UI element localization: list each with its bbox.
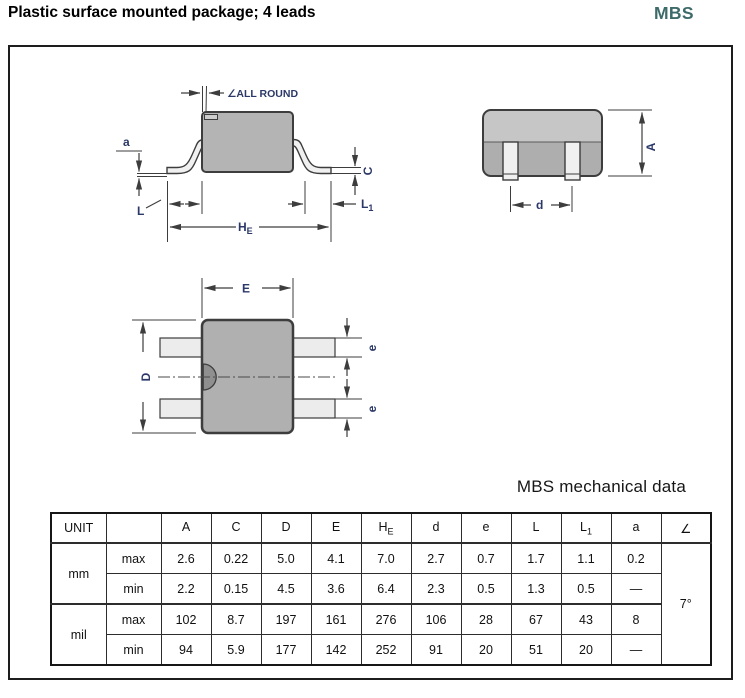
all-round-label: ∠ALL ROUND <box>227 88 299 100</box>
col-header-A: A <box>161 513 211 543</box>
page-title: Plastic surface mounted package; 4 leads <box>8 4 316 21</box>
top-lead-left-1 <box>160 338 203 357</box>
dim-cell: 0.5 <box>561 574 611 605</box>
unit-cell-mil: mil <box>51 604 106 665</box>
unit-header: UNIT <box>51 513 106 543</box>
dim-cell: 161 <box>311 604 361 635</box>
col-header-angle: ∠ <box>661 513 711 543</box>
dim-cell: 2.6 <box>161 543 211 574</box>
dim-cell: 20 <box>561 635 611 666</box>
col-header-C: C <box>211 513 261 543</box>
row-mm-max <box>51 543 711 574</box>
dim-cell: 4.1 <box>311 543 361 574</box>
dim-cell: 6.4 <box>361 574 411 605</box>
blank-header <box>106 513 161 543</box>
mechanical-data-table <box>50 512 712 666</box>
col-header-d: d <box>411 513 461 543</box>
col-header-HE: $H_E$ <box>361 513 411 543</box>
top-lead-left-2 <box>160 399 203 418</box>
dim-label-L: L <box>137 204 145 218</box>
dim-cell: 43 <box>561 604 611 635</box>
dim-cell: 2.7 <box>411 543 461 574</box>
package-end-view <box>483 110 652 212</box>
header-row <box>51 513 711 543</box>
dim-cell: 102 <box>161 604 211 635</box>
dim-cell: 20 <box>461 635 511 666</box>
limit-cell: min <box>106 635 161 666</box>
dim-cell: 2.2 <box>161 574 211 605</box>
limit-cell: min <box>106 574 161 605</box>
dim-cell: — <box>611 635 661 666</box>
dim-cell: 8.7 <box>211 604 261 635</box>
limit-cell: max <box>106 604 161 635</box>
dim-cell: 5.0 <box>261 543 311 574</box>
package-top-view <box>132 278 362 437</box>
dim-cell: 252 <box>361 635 411 666</box>
top-lead-right-1 <box>292 338 335 357</box>
col-header-D: D <box>261 513 311 543</box>
col-header-L1: $L_1$ <box>561 513 611 543</box>
dim-cell: 0.22 <box>211 543 261 574</box>
dim-label-e-top: e <box>365 344 379 352</box>
row-mil-min <box>51 635 711 666</box>
dim-cell: 8 <box>611 604 661 635</box>
table-title: MBS mechanical data <box>516 477 686 496</box>
brand-logo: MBS <box>654 3 694 23</box>
pin1-chamfer-mark <box>205 115 218 120</box>
dim-label-A: A <box>644 142 658 152</box>
dim-label-L1: $L_1$ <box>361 197 374 213</box>
dim-cell: 94 <box>161 635 211 666</box>
angle-value-cell: 7° <box>661 543 711 665</box>
dim-cell: 7.0 <box>361 543 411 574</box>
dim-cell: 2.3 <box>411 574 461 605</box>
col-header-E: E <box>311 513 361 543</box>
dim-label-a: a <box>123 135 130 149</box>
dim-cell: 28 <box>461 604 511 635</box>
unit-cell-mm: mm <box>51 543 106 604</box>
dim-label-HE: $H_E$ <box>238 220 253 236</box>
col-header-L: L <box>511 513 561 543</box>
row-mil-max <box>51 604 711 635</box>
dim-cell: 67 <box>511 604 561 635</box>
dim-cell: 106 <box>411 604 461 635</box>
dim-cell: 91 <box>411 635 461 666</box>
col-header-e: e <box>461 513 511 543</box>
dim-cell: 0.5 <box>461 574 511 605</box>
limit-cell: max <box>106 543 161 574</box>
dim-cell: 197 <box>261 604 311 635</box>
dim-cell: 0.2 <box>611 543 661 574</box>
dim-cell: 51 <box>511 635 561 666</box>
row-mm-min <box>51 574 711 605</box>
col-header-a: a <box>611 513 661 543</box>
dim-label-E: E <box>242 281 251 296</box>
package-side-view <box>116 86 361 242</box>
dim-cell: 5.9 <box>211 635 261 666</box>
dim-label-d: d <box>536 198 544 212</box>
dim-cell: 0.15 <box>211 574 261 605</box>
dim-label-D: D <box>139 372 153 382</box>
dim-cell: 142 <box>311 635 361 666</box>
dim-label-C: C <box>361 166 375 176</box>
top-lead-right-2 <box>292 399 335 418</box>
dim-cell: 177 <box>261 635 311 666</box>
dim-cell: 3.6 <box>311 574 361 605</box>
dim-label-e-bottom: e <box>365 405 379 413</box>
dim-cell: 276 <box>361 604 411 635</box>
dim-cell: 4.5 <box>261 574 311 605</box>
dim-cell: 1.1 <box>561 543 611 574</box>
dim-cell: 0.7 <box>461 543 511 574</box>
side-body <box>202 112 293 172</box>
dim-cell: 1.7 <box>511 543 561 574</box>
dim-cell: 1.3 <box>511 574 561 605</box>
dim-cell: — <box>611 574 661 605</box>
